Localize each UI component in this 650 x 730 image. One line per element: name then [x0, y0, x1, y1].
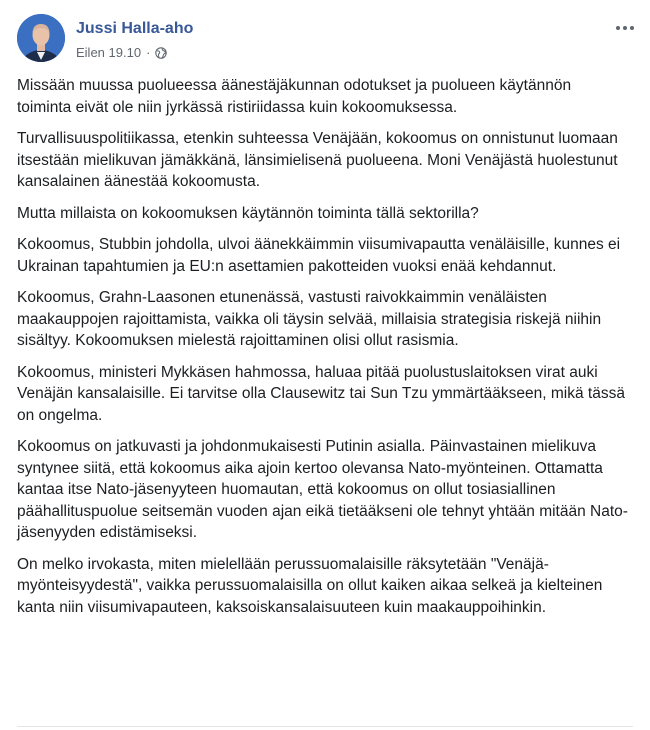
- divider: [17, 726, 633, 727]
- ellipsis-dot: [630, 26, 634, 30]
- timestamp-link[interactable]: Eilen 19.10: [76, 45, 142, 60]
- avatar[interactable]: [17, 14, 65, 62]
- post-body: [17, 75, 629, 628]
- post-paragraph: Kokoomus on jatkuvasti ja johdonmukaisesti Putinin asialla. Päinvastainen mielikuva syntynee siitä, että kokoomus aika ajoin kertoo olevansa Nato-myönteinen. Ottamatta kantaa itse Nato-jäsenyyteen huomautan, että kokoomus on ollut tosiasiallinen päähallituspuolue seitsemän vuoden ajan eikä tietääkseni ole tehnyt yhtään mitään Nato-jäsenyyden edistämiseksi.: [17, 438, 628, 541]
- post-paragraph: Missään muussa puolueessa äänestäjäkunnan odotukset ja puolueen käytännön toiminta eivät ole niin jyrkässä ristiriidassa kuin kokoomuksessa.: [17, 77, 572, 116]
- post-paragraph: Kokoomus, Stubbin johdolla, ulvoi äänekkäimmin viisumivapautta venäläisille, kunnes ei Ukrainan tapahtumien ja EU:n asettamien pakotteiden vuoksi enää kehdannut.: [17, 236, 621, 275]
- ellipsis-icon: [616, 26, 620, 30]
- post-header: [17, 14, 638, 64]
- avatar-image: [17, 14, 65, 62]
- post-paragraph: Kokoomus, Grahn-Laasonen etunenässä, vastusti raivokkaimmin venäläisten maakauppojen rajoittamista, vaikka oli täysin selvää, millaisia strategisia riskejä niihin sisältyy. Kokoomuksen mielestä rajoittaminen olisi ollut rasismia.: [17, 289, 602, 349]
- post-meta: [76, 45, 167, 60]
- author-name-link[interactable]: Jussi Halla-aho: [76, 20, 194, 37]
- post-paragraph: Mutta millaista on kokoomuksen käytännön toiminta tällä sektorilla?: [17, 204, 479, 222]
- more-options-button[interactable]: [612, 18, 638, 38]
- globe-icon[interactable]: [155, 47, 167, 59]
- meta-separator: ·: [146, 45, 151, 60]
- ellipsis-dot: [623, 26, 627, 30]
- post-paragraph: Kokoomus, ministeri Mykkäsen hahmossa, haluaa pitää puolustuslaitoksen virat auki Venäjän kansalaisille. Ei tarvitse olla Clausewitz tai Sun Tzu ymmärtääkseen, mikä tässä on ongelma.: [17, 363, 625, 424]
- post-paragraph: Turvallisuuspolitiikassa, etenkin suhteessa Venäjään, kokoomus on onnistunut luomaan itsestään mielikuvan jämäkkänä, länsimielisenä puolueena. Moni Venäjästä huolestunut kansalainen äänestää kokoomusta.: [17, 130, 618, 190]
- post-paragraph: On melko irvokasta, miten mielellään perussuomalaisille räksytetään "Venäjä-myönteisyydestä", vaikka perussuomalaisilla on ollut kaiken aikaa selkeä ja kielteinen kanta niin viisumivapauteen, kaksoiskansalaisuuteen kuin maakauppoihinkin.: [17, 555, 603, 616]
